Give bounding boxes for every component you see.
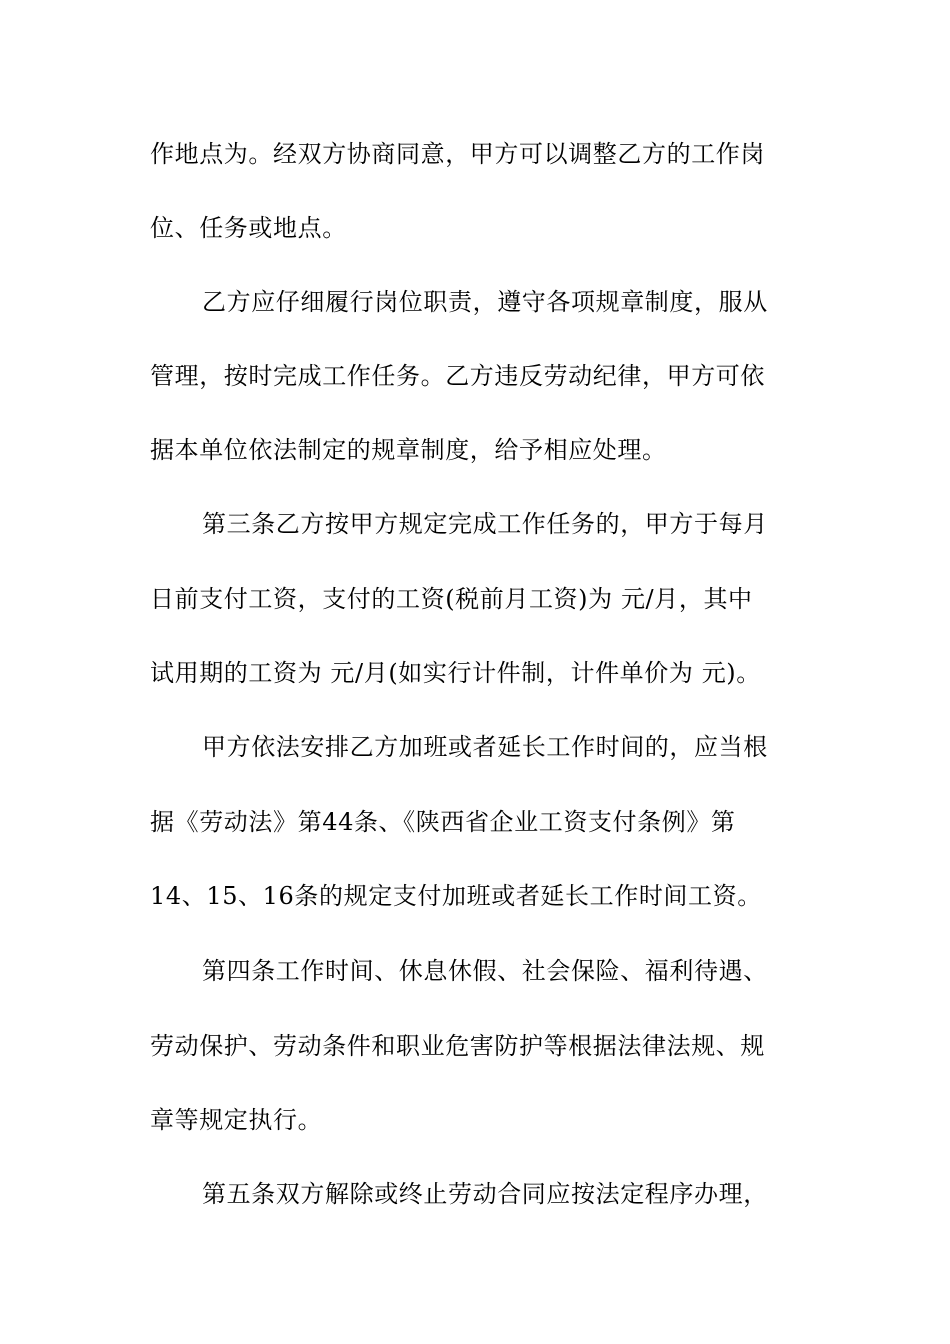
paragraph-start-line: 第五条双方解除或终止劳动合同应按法定程序办理， bbox=[202, 1180, 768, 1208]
text-line: 14、15、16条的规定支付加班或者延长工作时间工资。 bbox=[150, 882, 762, 910]
paragraph-start-line: 第四条工作时间、休息休假、社会保险、福利待遇、 bbox=[202, 957, 768, 985]
text-line: 据本单位依法制定的规章制度，给予相应处理。 bbox=[150, 436, 667, 464]
text-line: 章等规定执行。 bbox=[150, 1106, 323, 1134]
text-line: 管理，按时完成工作任务。乙方违反劳动纪律，甲方可依 bbox=[150, 362, 765, 390]
paragraph-start-line: 甲方依法安排乙方加班或者延长工作时间的，应当根 bbox=[202, 733, 768, 761]
text-line: 劳动保护、劳动条件和职业危害防护等根据法律法规、规 bbox=[150, 1032, 765, 1060]
text-line: 日前支付工资，支付的工资(税前月工资)为 元/月，其中 bbox=[150, 585, 753, 613]
text-line: 位、任务或地点。 bbox=[150, 214, 347, 242]
text-line: 作地点为。经双方协商同意，甲方可以调整乙方的工作岗 bbox=[150, 140, 765, 168]
paragraph-start-line: 乙方应仔细履行岗位职责，遵守各项规章制度，服从 bbox=[202, 288, 768, 316]
text-line: 试用期的工资为 元/月(如实行计件制，计件单价为 元)。 bbox=[150, 659, 761, 687]
paragraph-start-line: 第三条乙方按甲方规定完成工作任务的，甲方于每月 bbox=[202, 510, 768, 538]
text-line: 据《劳动法》第44条、《陕西省企业工资支付条例》第 bbox=[150, 808, 736, 836]
